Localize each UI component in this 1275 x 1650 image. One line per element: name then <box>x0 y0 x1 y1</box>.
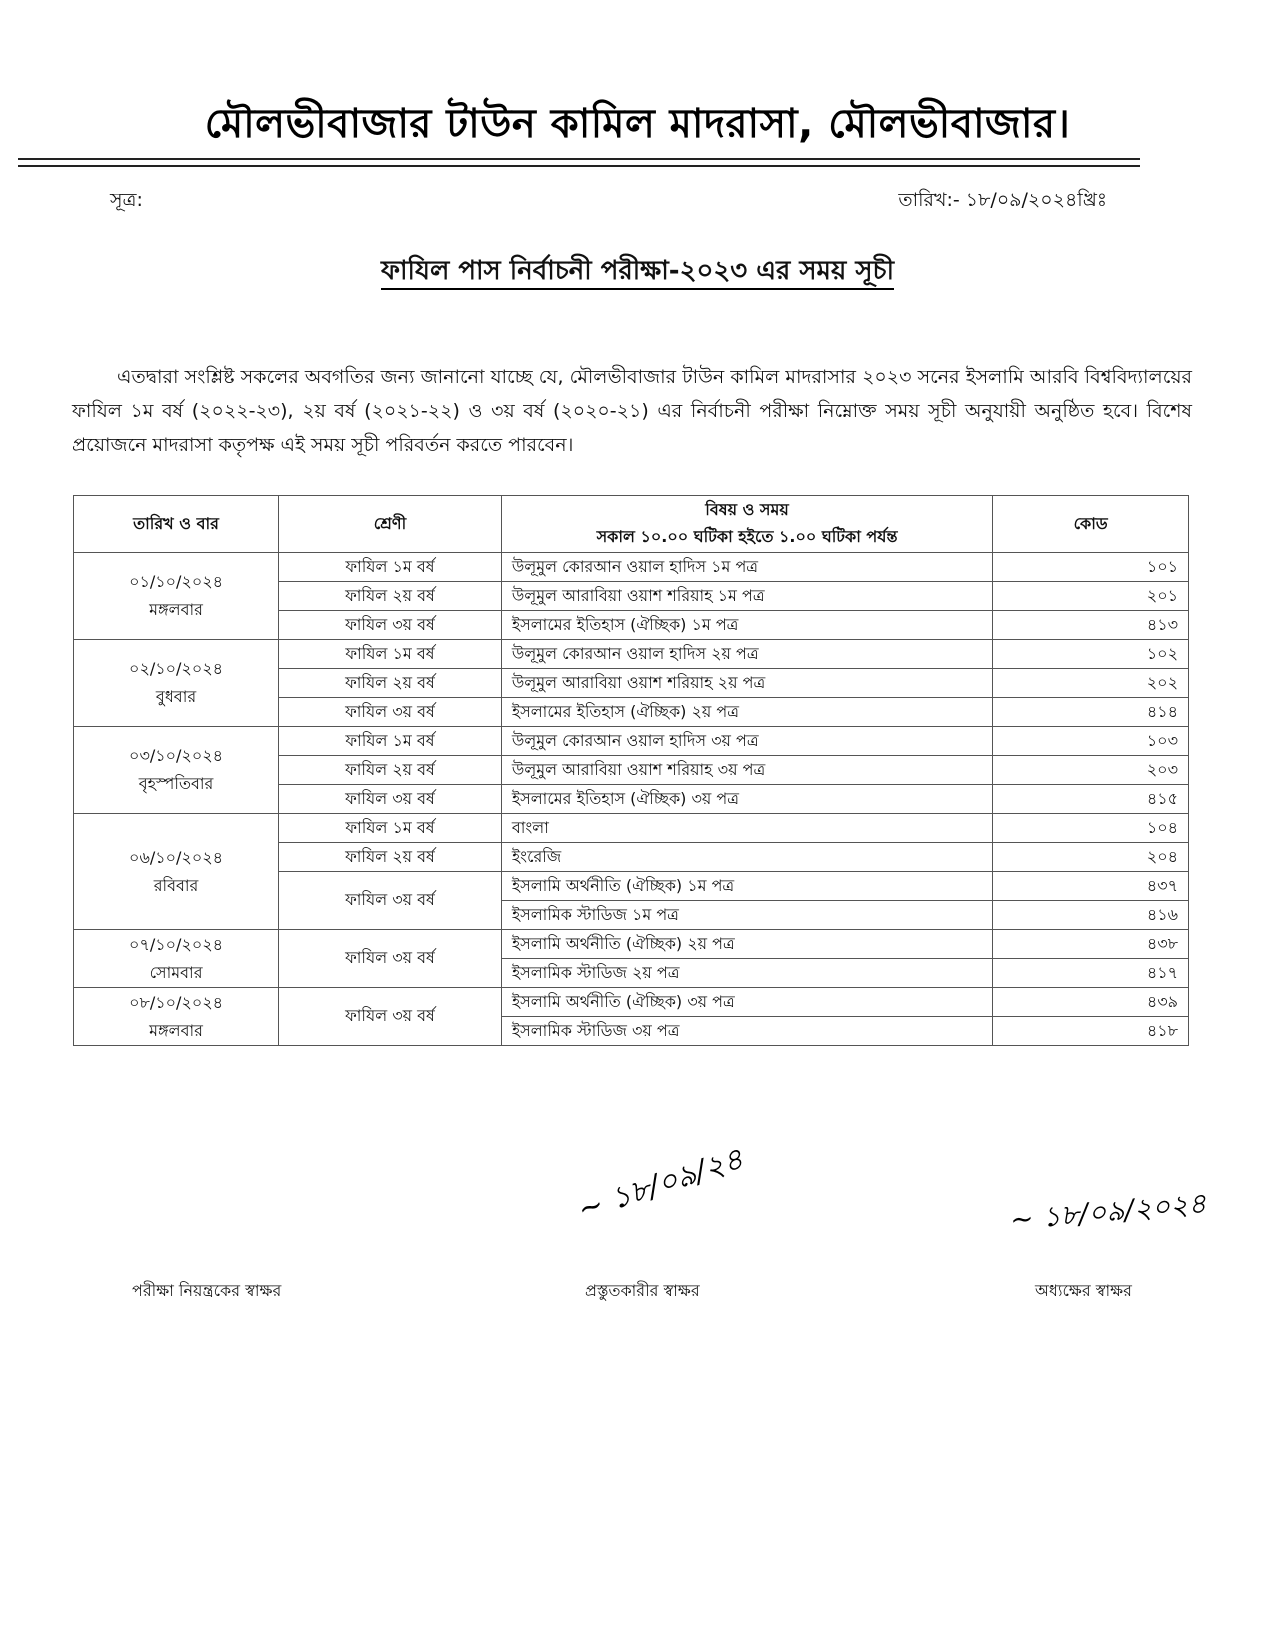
code-cell: ৪১৭ <box>993 959 1189 988</box>
principal-signature-label: অধ্যক্ষের স্বাক্ষর <box>1035 1281 1132 1300</box>
subject-cell: ইসলামিক স্টাডিজ ১ম পত্র <box>501 901 992 930</box>
class-cell: ফাযিল ৩য় বর্ষ <box>279 785 502 814</box>
code-cell: ৪১৬ <box>993 901 1189 930</box>
date-day-cell <box>74 988 279 1046</box>
class-cell: ফাযিল ২য় বর্ষ <box>279 843 502 872</box>
document-title <box>0 250 1275 294</box>
header-divider-top <box>18 158 1140 160</box>
exam-day: মঙ্গলবার <box>149 1020 203 1040</box>
code-cell: ১০৩ <box>993 727 1189 756</box>
subject-cell: ইসলামের ইতিহাস (ঐচ্ছিক) ১ম পত্র <box>501 611 992 640</box>
subject-cell: ইসলামি অর্থনীতি (ঐচ্ছিক) ৩য় পত্র <box>501 988 992 1017</box>
subject-cell: ইসলামিক স্টাডিজ ২য় পত্র <box>501 959 992 988</box>
subject-cell: ইসলামের ইতিহাস (ঐচ্ছিক) ২য় পত্র <box>501 698 992 727</box>
date-day-cell <box>74 553 279 640</box>
header-subject: বিষয় ও সময় <box>705 500 789 519</box>
class-cell: ফাযিল ৩য় বর্ষ <box>279 611 502 640</box>
class-cell: ফাযিল ৩য় বর্ষ <box>279 872 502 930</box>
header-time: সকাল ১০.০০ ঘটিকা হইতে ১.০০ ঘটিকা পর্যন্ত <box>596 527 898 546</box>
date-day-cell <box>74 930 279 988</box>
exam-day: রবিবার <box>153 875 199 895</box>
subject-cell: বাংলা <box>501 814 992 843</box>
table-row <box>74 930 1189 959</box>
issue-date: তারিখ:- ১৮/০৯/২০২৪খ্রিঃ <box>898 189 1107 211</box>
code-cell: ১০২ <box>993 640 1189 669</box>
preparer-signature-label: প্রস্তুতকারীর স্বাক্ষর <box>585 1281 700 1300</box>
subject-cell: ইসলামিক স্টাডিজ ৩য় পত্র <box>501 1017 992 1046</box>
exam-day: সোমবার <box>149 962 203 982</box>
code-cell: ৪১৮ <box>993 1017 1189 1046</box>
code-cell: ২০১ <box>993 582 1189 611</box>
header-code: কোড <box>993 496 1189 553</box>
exam-day: বুধবার <box>155 687 197 706</box>
date-day-cell <box>74 814 279 930</box>
header-divider-bottom <box>18 165 1140 167</box>
document-title-text: ফাযিল পাস নির্বাচনী পরীক্ষা-২০২৩ এর সময় সূচী <box>381 256 894 290</box>
class-cell: ফাযিল ১ম বর্ষ <box>279 553 502 582</box>
exam-date: ০১/১০/২০২৪ <box>129 572 224 591</box>
date-day-cell <box>74 727 279 814</box>
exam-date: ০৮/১০/২০২৪ <box>129 992 224 1012</box>
table-row <box>74 814 1189 843</box>
code-cell: ২০২ <box>993 669 1189 698</box>
exam-date: ০৭/১০/২০২৪ <box>129 934 224 954</box>
class-cell: ফাযিল ১ম বর্ষ <box>279 640 502 669</box>
preparer-signature: ~ ১৮/০৯/২৪ <box>573 1141 748 1228</box>
notice-paragraph: এতদ্বারা সংশ্লিষ্ট সকলের অবগতির জন্য জানানো যাচ্ছে যে, মৌলভীবাজার টাউন কামিল মাদরাসার ২০২৩ সনের ইসলামি আরবি বিশ্ববিদ্যালয়ের ফাযিল ১ম বর্ষ (২০২২-২৩), ২য় বর্ষ (২০২১-২২) ও ৩য় বর্ষ (২০২০-২১) এর নির্বাচনী পরীক্ষা নিম্নোক্ত সময় সূচী অনুযায়ী অনুষ্ঠিত হবে। বিশেষ প্রয়োজনে মাদরাসা কতৃপক্ষ এই সময় সূচী পরিবর্তন করতে পারবেন। <box>72 366 1192 456</box>
table-row <box>74 988 1189 1017</box>
header-subject-time <box>501 496 992 553</box>
class-cell: ফাযিল ৩য় বর্ষ <box>279 698 502 727</box>
code-cell: ২০৩ <box>993 756 1189 785</box>
subject-cell: উলূমুল আরাবিয়া ওয়াশ শরিয়াহ ৩য় পত্র <box>501 756 992 785</box>
subject-cell: ইসলামি অর্থনীতি (ঐচ্ছিক) ১ম পত্র <box>501 872 992 901</box>
date-day-cell <box>74 640 279 727</box>
class-cell: ফাযিল ১ম বর্ষ <box>279 814 502 843</box>
principal-signature: ~ ১৮/০৯/২০২৪ <box>1008 1186 1208 1237</box>
subject-cell: উলূমুল আরাবিয়া ওয়াশ শরিয়াহ ১ম পত্র <box>501 582 992 611</box>
subject-cell: ইসলামের ইতিহাস (ঐচ্ছিক) ৩য় পত্র <box>501 785 992 814</box>
subject-cell: ইংরেজি <box>501 843 992 872</box>
exam-date: ০৩/১০/২০২৪ <box>129 746 224 765</box>
subject-cell: উলূমুল কোরআন ওয়াল হাদিস ১ম পত্র <box>501 553 992 582</box>
table-row <box>74 640 1189 669</box>
exam-day: মঙ্গলবার <box>149 600 203 619</box>
subject-cell: উলূমুল আরাবিয়া ওয়াশ শরিয়াহ ২য় পত্র <box>501 669 992 698</box>
exam-controller-signature-label: পরীক্ষা নিয়ন্ত্রকের স্বাক্ষর <box>132 1281 282 1300</box>
exam-date: ০৬/১০/২০২৪ <box>129 847 224 867</box>
exam-day: বৃহস্পতিবার <box>138 774 214 793</box>
code-cell: ৪৩৭ <box>993 872 1189 901</box>
exam-date: ০২/১০/২০২৪ <box>129 659 224 678</box>
header-class: শ্রেণী <box>279 496 502 553</box>
code-cell: ৪৩৯ <box>993 988 1189 1017</box>
subject-cell: উলূমুল কোরআন ওয়াল হাদিস ২য় পত্র <box>501 640 992 669</box>
institution-title: মৌলভীবাজার টাউন কামিল মাদরাসা, মৌলভীবাজার। <box>204 101 1071 147</box>
table-row <box>74 727 1189 756</box>
class-cell: ফাযিল ১ম বর্ষ <box>279 727 502 756</box>
table-row <box>74 553 1189 582</box>
table-header-row <box>74 496 1189 553</box>
code-cell: ৪১৪ <box>993 698 1189 727</box>
code-cell: ১০৪ <box>993 814 1189 843</box>
class-cell: ফাযিল ২য় বর্ষ <box>279 582 502 611</box>
class-cell: ফাযিল ২য় বর্ষ <box>279 756 502 785</box>
exam-schedule-table <box>73 495 1189 1046</box>
subject-cell: ইসলামি অর্থনীতি (ঐচ্ছিক) ২য় পত্র <box>501 930 992 959</box>
class-cell: ফাযিল ২য় বর্ষ <box>279 669 502 698</box>
code-cell: ১০১ <box>993 553 1189 582</box>
code-cell: ৪৩৮ <box>993 930 1189 959</box>
header-date-day: তারিখ ও বার <box>74 496 279 553</box>
class-cell: ফাযিল ৩য় বর্ষ <box>279 988 502 1046</box>
reference-label: সূত্র: <box>110 189 143 211</box>
code-cell: ৪১৫ <box>993 785 1189 814</box>
subject-cell: উলূমুল কোরআন ওয়াল হাদিস ৩য় পত্র <box>501 727 992 756</box>
class-cell: ফাযিল ৩য় বর্ষ <box>279 930 502 988</box>
code-cell: ২০৪ <box>993 843 1189 872</box>
code-cell: ৪১৩ <box>993 611 1189 640</box>
